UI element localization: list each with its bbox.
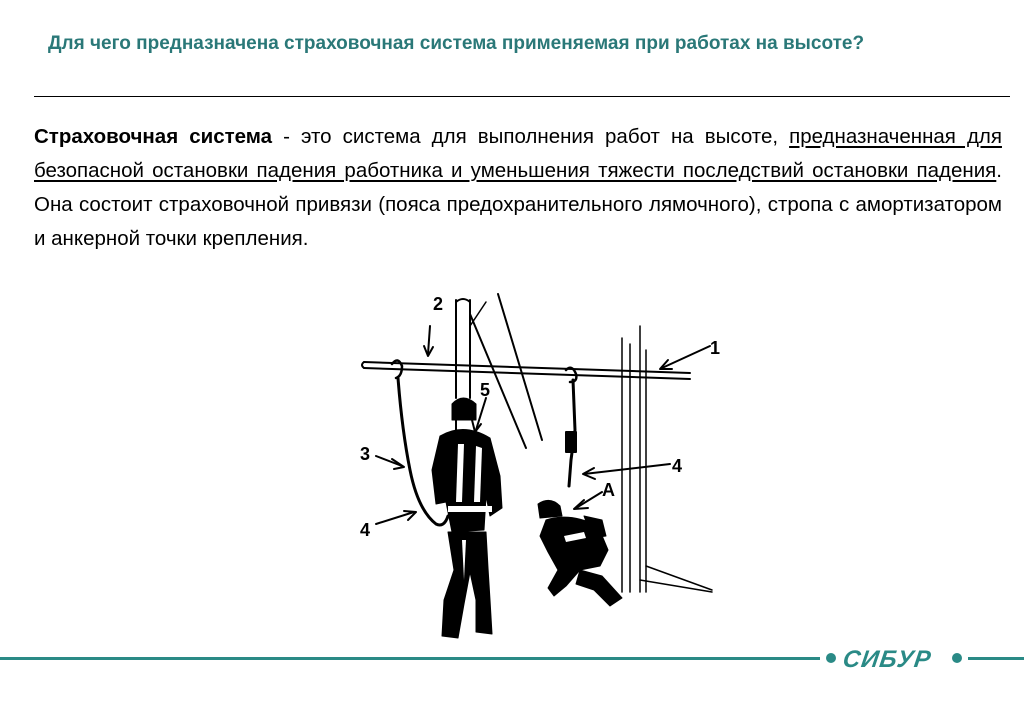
safety-system-illustration xyxy=(340,280,740,650)
term: Страховочная система xyxy=(34,125,273,148)
footer-dot-left xyxy=(826,653,836,663)
sibur-logo: СИБУР xyxy=(841,646,934,673)
footer-line-right xyxy=(968,657,1024,660)
label-2: 2 xyxy=(433,294,444,314)
definition-underlined: предназначенная для безопасной остановки падения работника и уменьшения тяжести последствий остановки падения xyxy=(34,125,1002,182)
label-3: 3 xyxy=(360,444,371,464)
label-1: 1 xyxy=(710,338,721,358)
label-4-left: 4 xyxy=(360,520,371,540)
label-4-right: 4 xyxy=(672,456,683,476)
definition-rest: . Она состоит страховочной привязи (пояса предохранительного лямочного), стропа с амортизатором и анкерной точки крепления. xyxy=(34,159,1002,250)
title-divider xyxy=(34,96,1010,97)
definition-intro: - это система для выполнения работ на высоте, xyxy=(272,125,779,148)
label-a: А xyxy=(602,480,615,500)
footer-dot-right xyxy=(952,653,962,663)
label-5: 5 xyxy=(480,380,491,400)
slide-title: Для чего предназначена страховочная система применяемая при работах на высоте? xyxy=(48,33,865,54)
footer-line-left xyxy=(0,657,820,660)
definition-paragraph xyxy=(34,120,1002,256)
